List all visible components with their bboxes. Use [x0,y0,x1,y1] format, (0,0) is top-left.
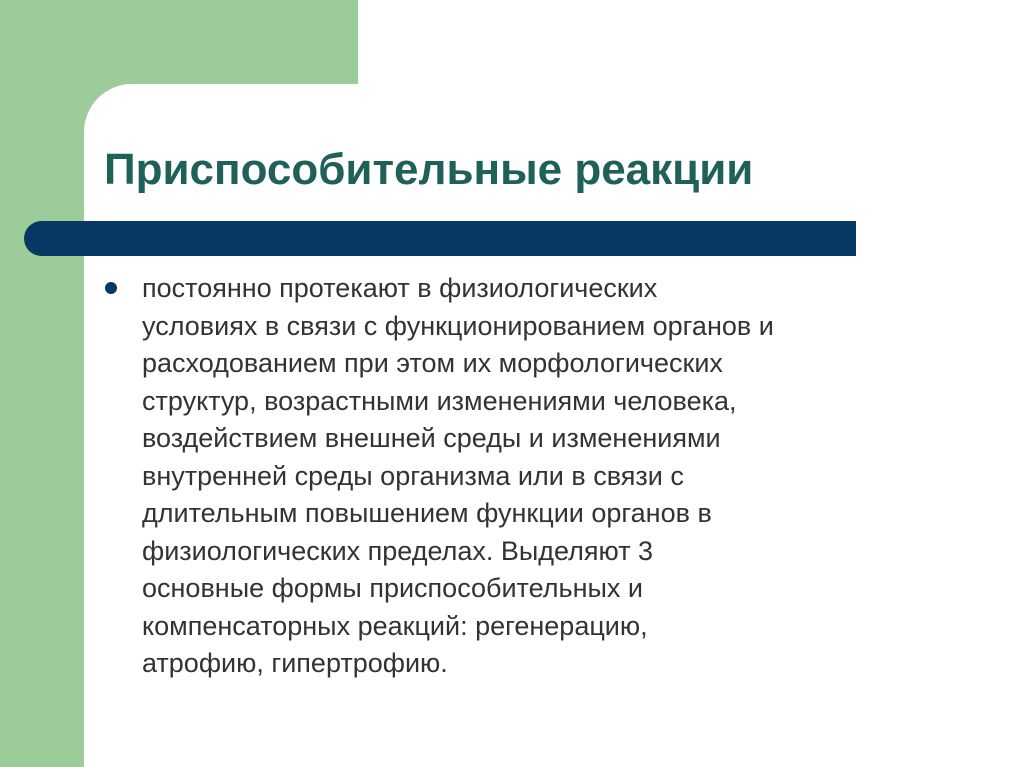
bullet-text-line: структур, возрастными изменениями человека, [142,385,737,416]
bullet-text-line: постоянно протекают в физиологических [142,273,658,303]
slide-title: Приспособительные реакции [104,145,754,194]
bullet-dot-icon [105,282,117,294]
bullet-text-line: физиологических пределах. Выделяют 3 [142,535,654,566]
bullet-text [142,270,982,683]
bullet-text-line: внутренней среды организма или в связи с [142,460,684,491]
bullet-text-line: основные формы приспособительных и [142,573,643,603]
bullet-text-line: длительным повышением функции органов в [142,498,712,528]
bullet-text-line: компенсаторных реакций: регенерацию, [142,610,648,641]
bullet-text-line: расходованием при этом их морфологических [142,348,723,378]
title-underline-bar [24,221,856,256]
bullet-text-line: атрофию, гипертрофию. [142,648,448,678]
bullet-text-line: воздействием внешней среды и изменениями [142,423,721,453]
bullet-text-line: условиях в связи с функционированием органов и [142,310,774,341]
